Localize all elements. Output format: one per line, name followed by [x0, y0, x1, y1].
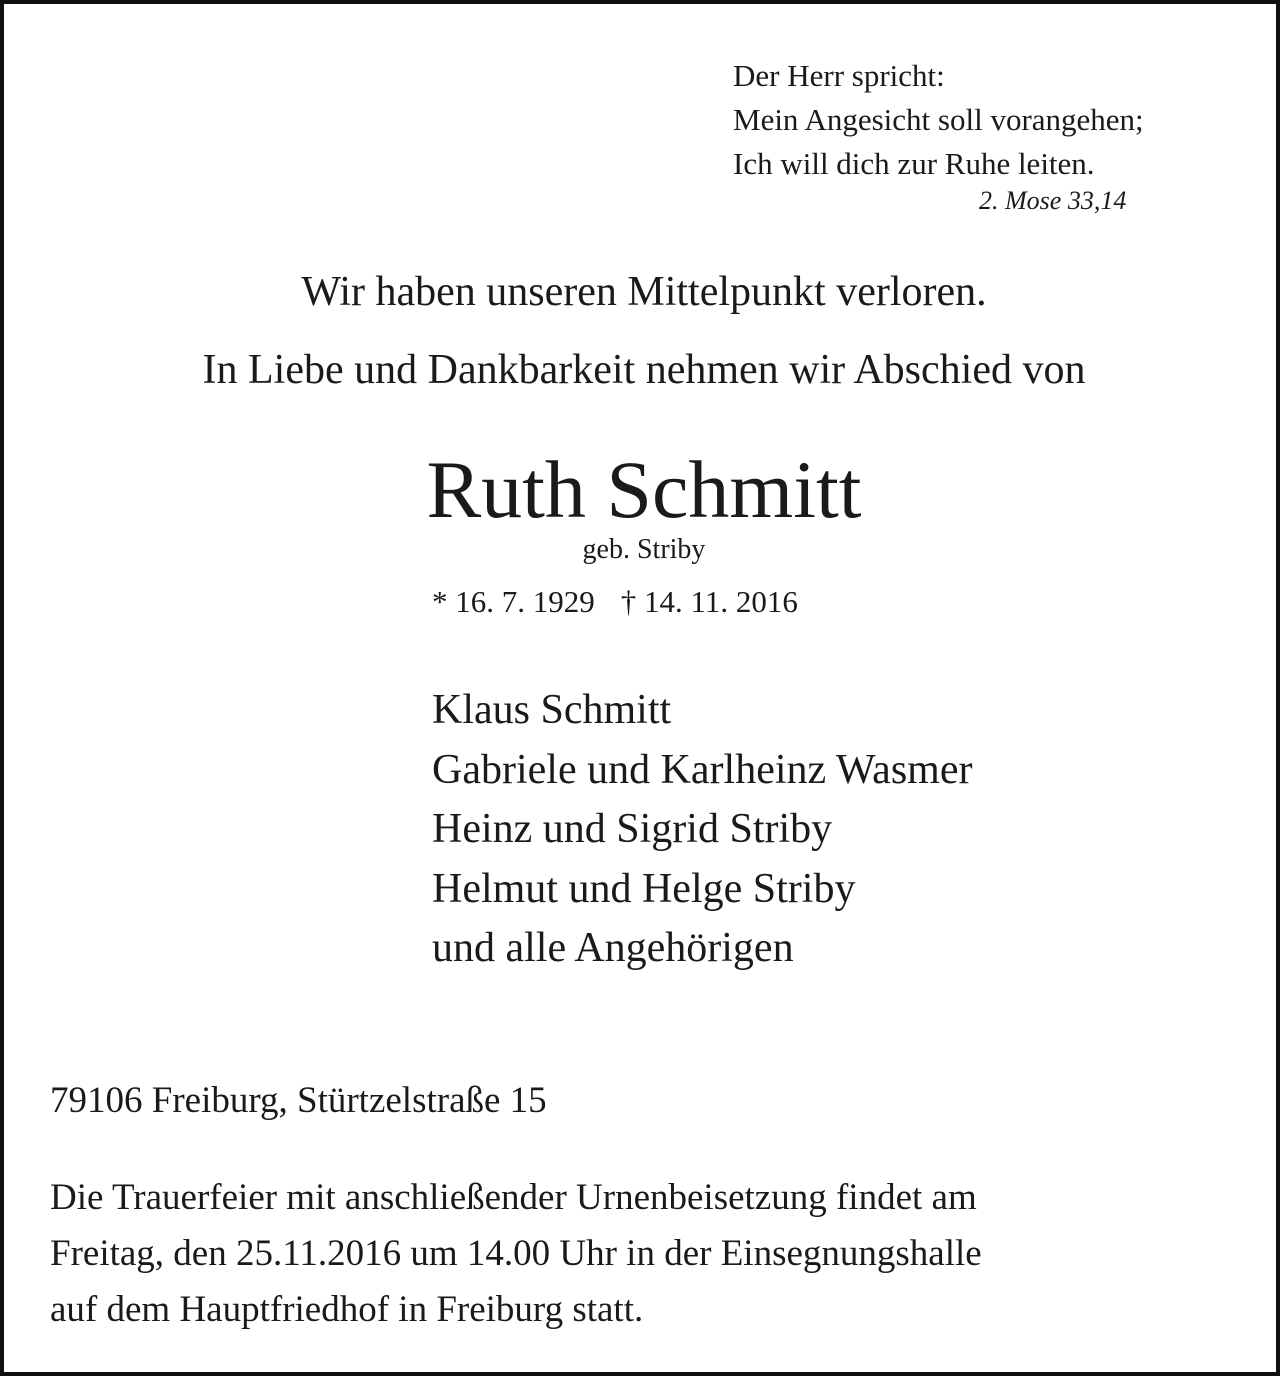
mourner-name: Gabriele und Karlheinz Wasmer: [432, 746, 973, 793]
mourner-name: Helmut und Helge Striby: [432, 865, 856, 912]
verse-line: Ich will dich zur Ruhe leiten.: [733, 146, 1095, 181]
mourner-name: Heinz und Sigrid Striby: [432, 806, 833, 852]
birth-date: * 16. 7. 1929: [432, 584, 595, 619]
life-dates: [432, 582, 798, 622]
verse-reference: 2. Mose 33,14: [979, 186, 1127, 215]
service-line: Die Trauerfeier mit anschließender Urnenbeisetzung findet am: [50, 1177, 977, 1218]
service-line: auf dem Hauptfriedhof in Freiburg statt.: [50, 1289, 644, 1330]
verse-line: Mein Angesicht soll vorangehen;: [733, 102, 1144, 137]
mourner-name: Klaus Schmitt: [432, 687, 672, 733]
intro-line-1: Wir haben unseren Mittelpunkt verloren.: [301, 269, 987, 315]
mourner-name: und alle Angehörigen: [432, 925, 794, 971]
death-date: † 14. 11. 2016: [620, 584, 798, 619]
service-line: Freitag, den 25.11.2016 um 14.00 Uhr in der Einsegnungshalle: [50, 1233, 982, 1274]
deceased-name: Ruth Schmitt: [426, 444, 862, 535]
intro-line-2: In Liebe und Dankbarkeit nehmen wir Abschied von: [202, 347, 1086, 393]
funeral-service-info: [50, 1170, 1250, 1338]
verse-line: Der Herr spricht:: [733, 58, 945, 93]
maiden-name: geb. Striby: [582, 534, 706, 565]
family-address: 79106 Freiburg, Stürtzelstraße 15: [50, 1080, 547, 1121]
bible-verse: [733, 54, 1253, 186]
mourners-list: [432, 681, 972, 979]
